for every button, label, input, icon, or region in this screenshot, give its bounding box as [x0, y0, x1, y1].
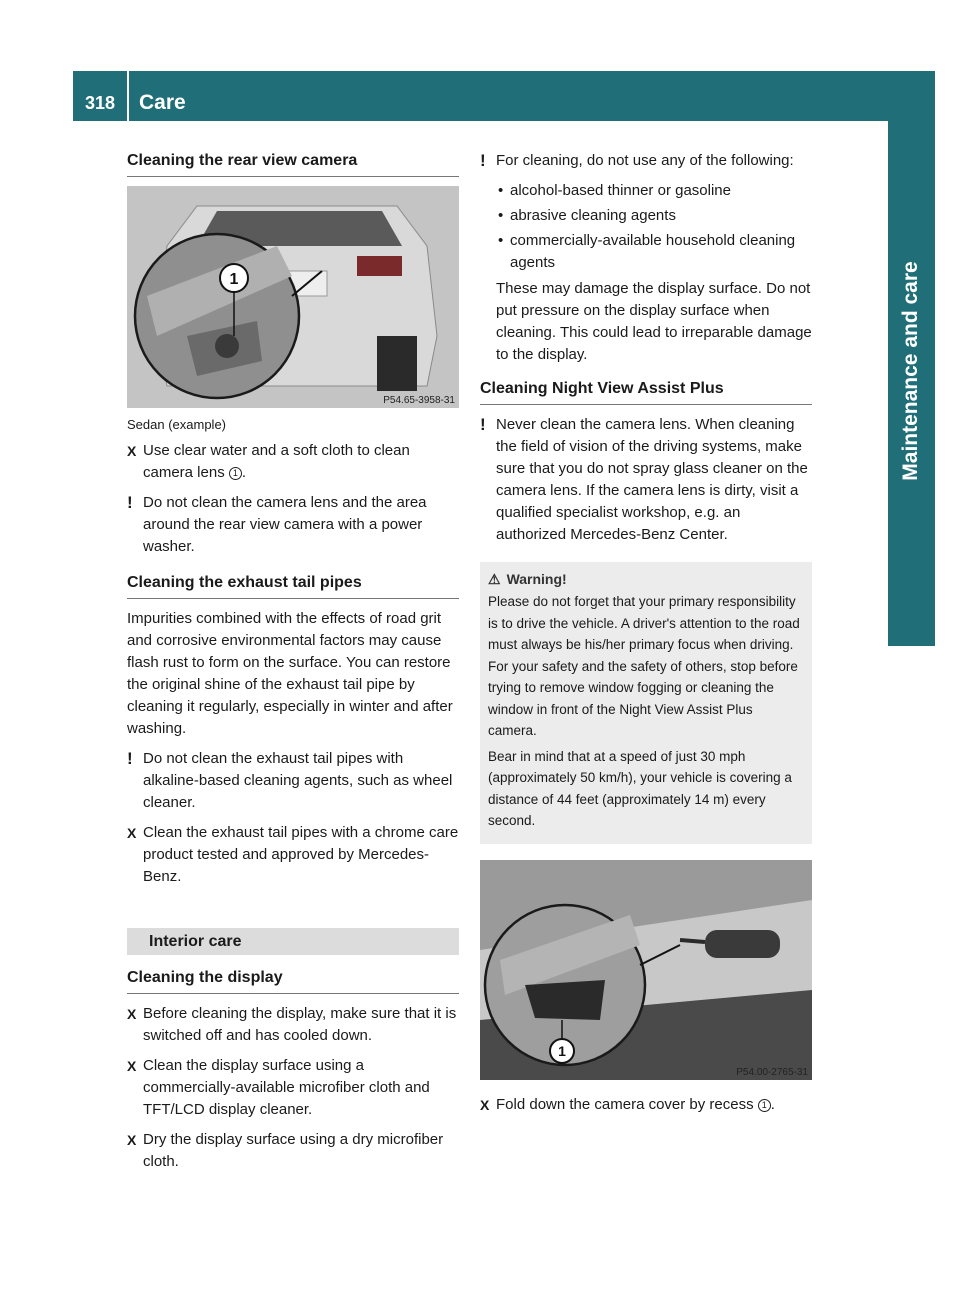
callout-1-icon: 1 — [758, 1099, 771, 1112]
caution-icon: ! — [127, 493, 133, 512]
step-marker-icon: X — [127, 825, 137, 841]
callout-1-icon: 1 — [229, 467, 242, 480]
instruction-step — [127, 440, 459, 484]
photo1-caption: Sedan (example) — [127, 417, 226, 432]
step-marker-icon: X — [480, 1096, 490, 1113]
step-text: Fold down the camera cover by recess — [496, 1095, 754, 1113]
list-item-text: commercially-available household cleaning agents — [510, 232, 796, 271]
warning-header — [488, 569, 804, 589]
list-item — [498, 205, 812, 227]
list-item — [498, 180, 812, 202]
caution-note — [127, 748, 459, 814]
step-text: Before cleaning the display, make sure that it is switched off and has cooled down. — [143, 1005, 457, 1044]
step-text: Use clear water and a soft cloth to clean camera lens — [143, 442, 410, 481]
step-end: . — [770, 1095, 775, 1113]
step-marker-icon: X — [127, 1006, 137, 1022]
instruction-step — [127, 822, 459, 888]
caution-note — [480, 150, 812, 172]
step-text: Clean the display surface using a commercially-available microfiber cloth and TFT/LCD display cleaner. — [143, 1057, 430, 1118]
caution-icon: ! — [480, 151, 486, 170]
photo2-callout: 1 — [558, 1042, 566, 1059]
photo2-code: P54.00-2765-31 — [736, 1066, 808, 1078]
rear-camera-heading: Cleaning the rear view camera — [127, 150, 459, 177]
step-text: Dry the display surface using a dry microfiber cloth. — [143, 1131, 444, 1170]
warning-paragraph: Please do not forget that your primary responsibility is to drive the vehicle. A driver's attention to the road must always be his/her primary focus when driving. For your safety and the safety of others, stop before trying to remove window fogging or cleaning the window in front of the Night View Assist Plus camera. — [488, 594, 800, 738]
step-marker-icon: X — [127, 1132, 137, 1148]
chapter-title: Care — [139, 91, 186, 114]
caution-icon: ! — [480, 415, 486, 434]
caution-text: Do not clean the camera lens and the area around the rear view camera with a power washer. — [143, 494, 427, 555]
caution-text: For cleaning, do not use any of the following: — [496, 152, 794, 169]
interior-care-heading: Interior care — [127, 928, 459, 955]
exhaust-paragraph: Impurities combined with the effects of road grit and corrosive environmental factors may cause flash rust to form on the surface. You can restore the original shine of the exhaust tail pipe by cleaning it regularly, especially in winter and after washing. — [127, 610, 453, 737]
caution-text: Never clean the camera lens. When cleaning the field of vision of the driving systems, make sure that you do not spray glass cleaner on the camera lens. If the camera lens is dirty, visit a qualified specialist workshop, e.g. an authorized Mercedes-Benz Center. — [496, 416, 808, 543]
header-divider — [127, 71, 129, 121]
display-heading: Cleaning the display — [127, 967, 459, 994]
step-end: . — [241, 464, 247, 481]
page-header — [73, 71, 888, 121]
warning-triangle-icon: ⚠ — [488, 571, 501, 587]
bullet-icon: • — [498, 207, 504, 224]
rear-camera-photo — [127, 186, 459, 408]
page-number: 318 — [84, 93, 116, 113]
warning-box — [480, 562, 812, 844]
warning-title: Warning! — [506, 571, 567, 587]
side-tab-label: Maintenance and care — [899, 261, 922, 481]
bullet-icon: • — [498, 232, 504, 249]
photo1-code: P54.65-3958-31 — [383, 395, 455, 406]
bullet-icon: • — [498, 182, 504, 199]
instruction-step — [127, 1129, 459, 1173]
right-column — [480, 150, 812, 1124]
instruction-step — [127, 1055, 459, 1121]
list-item-text: alcohol-based thinner or gasoline — [510, 182, 731, 199]
step-marker-icon: X — [127, 443, 137, 459]
section-side-tab — [888, 71, 935, 646]
left-column — [127, 150, 459, 1181]
warning-paragraph: Bear in mind that at a speed of just 30 mph (approximately 50 km/h), your vehicle is covering a distance of 44 feet (approximately 14 m) every second. — [488, 748, 792, 828]
list-item-text: abrasive cleaning agents — [510, 207, 676, 224]
step-text: Clean the exhaust tail pipes with a chrome care product tested and approved by Mercedes-Benz. — [143, 824, 459, 885]
caution-text: Do not clean the exhaust tail pipes with alkaline-based cleaning agents, such as wheel cleaner. — [143, 750, 453, 811]
instruction-step — [480, 1094, 812, 1116]
list-item — [498, 230, 812, 274]
exhaust-heading: Cleaning the exhaust tail pipes — [127, 572, 459, 599]
caution-icon: ! — [127, 749, 133, 768]
damage-paragraph: These may damage the display surface. Do not put pressure on the display surface when cleaning. This could lead to irreparable damage to the display. — [496, 280, 812, 363]
night-view-camera-photo — [480, 860, 812, 1080]
instruction-step — [127, 1003, 459, 1047]
photo1-callout: 1 — [229, 271, 239, 288]
caution-note — [480, 414, 812, 546]
night-view-heading: Cleaning Night View Assist Plus — [480, 378, 812, 405]
caution-note — [127, 492, 459, 558]
step-marker-icon: X — [127, 1058, 137, 1074]
